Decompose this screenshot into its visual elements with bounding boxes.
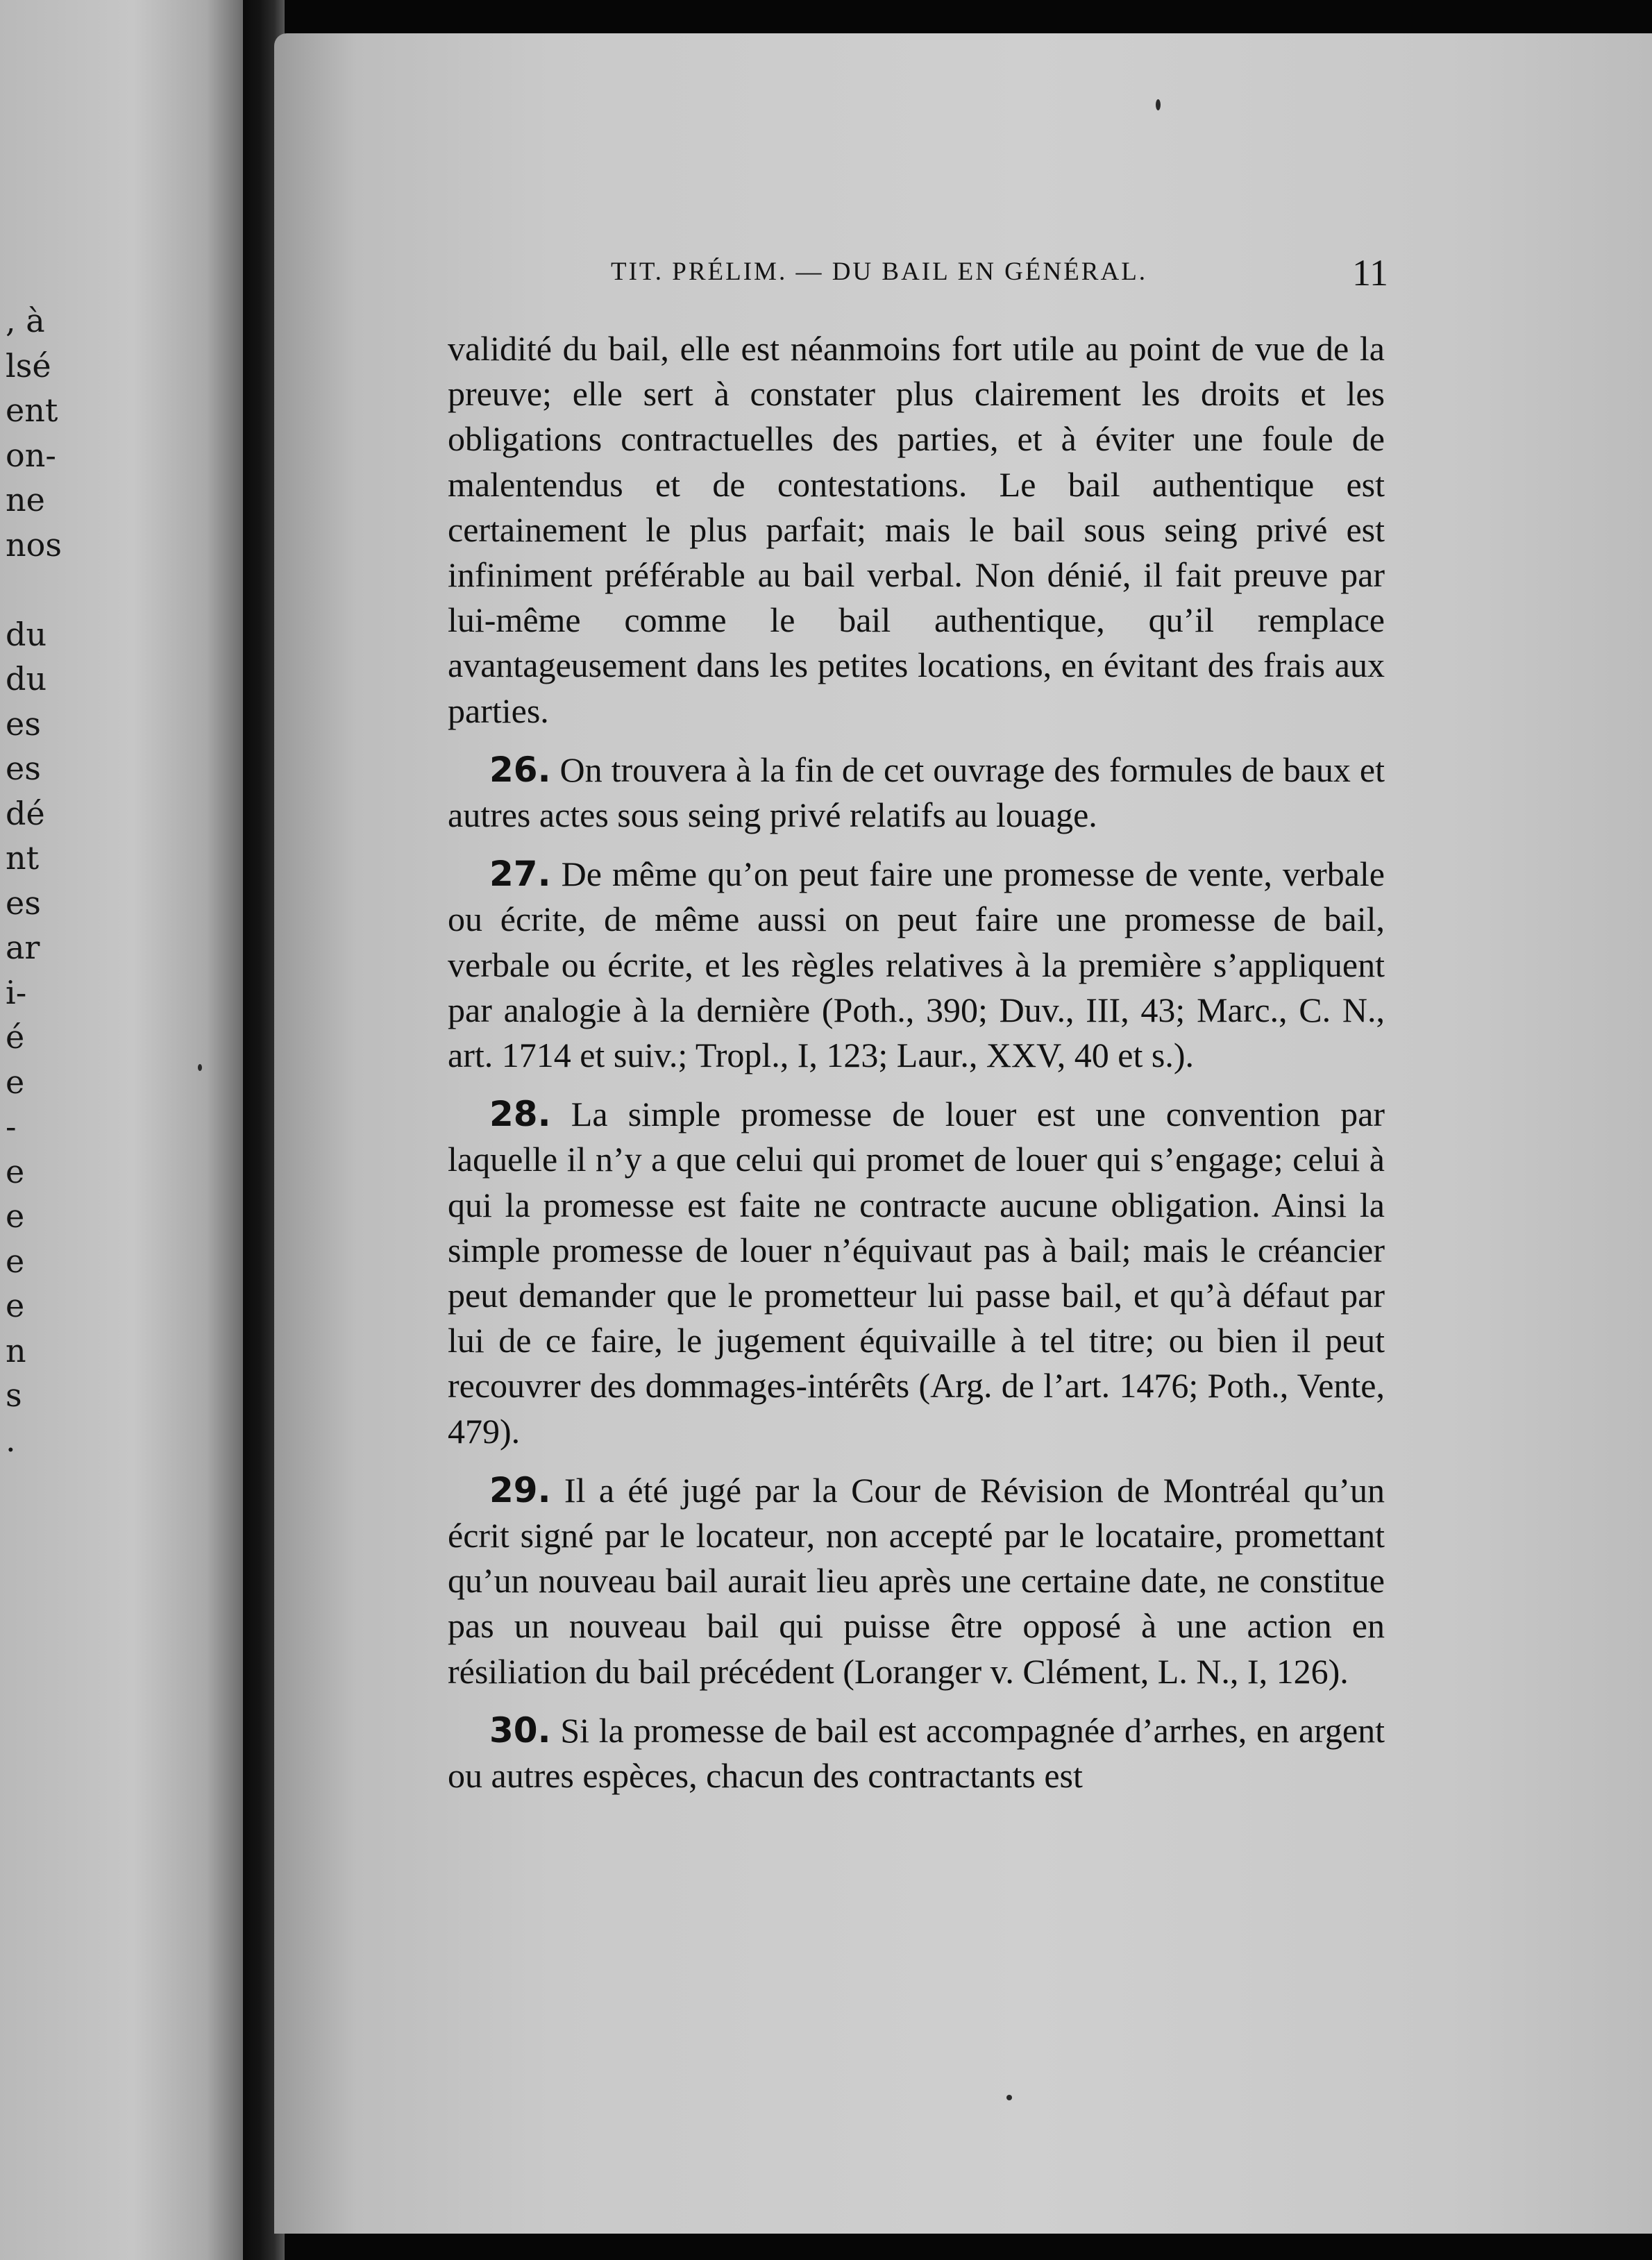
body-text	[448, 326, 1385, 1812]
scan-speck	[198, 1064, 202, 1071]
numbered-paragraph	[448, 852, 1385, 1078]
previous-page-fragment: ar	[6, 929, 40, 966]
previous-page-fragment: ne	[6, 481, 45, 518]
continued-paragraph	[448, 326, 1385, 734]
running-head	[611, 251, 1388, 300]
paragraph-text: Il a été jugé par la Cour de Révision de Montréal qu’un écrit signé par le locateur, non accepté par le locataire, promettant qu’un nouveau bail aurait lieu après une certaine date, ne constitue pas un nouveau bail qui puisse être opposé à une action en résiliation du bail précédent (Loranger v. Clément, L. N., I, 126).	[448, 1470, 1385, 1691]
paragraph-number: 29.	[489, 1469, 551, 1510]
page-number: 11	[1352, 252, 1388, 294]
previous-page-fragment: du	[6, 615, 47, 653]
paragraph-text: De même qu’on peut faire une promesse de vente, verbale ou écrite, de même aussi on peut faire une promesse de bail, verbale ou écrite, et les règles relatives à la première s’appliquent par analogie à la dernière (Poth., 390; Duv., III, 43; Marc., C. N., art. 1714 et suiv.; Tropl., I, 123; Laur., XXV, 40 et s.).	[448, 854, 1385, 1075]
previous-page-fragment: s	[6, 1376, 22, 1414]
previous-page-fragment: é	[6, 1018, 25, 1056]
running-title: TIT. PRÉLIM. — DU BAIL EN GÉNÉRAL.	[611, 258, 1148, 286]
previous-page-edge	[0, 0, 243, 2260]
previous-page-text-fragments	[6, 298, 61, 1462]
previous-page-fragment: -	[6, 1108, 17, 1145]
numbered-paragraph	[448, 748, 1385, 838]
scan-speck	[1006, 2095, 1012, 2100]
previous-page-fragment: lsé	[6, 346, 51, 385]
paragraph-text: validité du bail, elle est néanmoins fort utile au point de vue de la preuve; elle sert à constater plus clairement les droits et les obligations contractuelles des parties, et à éviter une foule de malentendus et de contestations. Le bail authentique est certainement le plus parfait; mais le bail sous seing privé est infiniment préférable au bail verbal. Non dénié, il fait preuve par lui-même comme le bail authentique, qu’il remplace avantageusement dans les petites locations, en évitant des frais aux parties.	[448, 329, 1385, 730]
previous-page-fragment: on-	[6, 436, 56, 474]
paragraph-number: 26.	[489, 749, 551, 790]
previous-page-fragment: i-	[6, 973, 27, 1011]
previous-page-fragment: e	[6, 1063, 25, 1101]
previous-page-fragment	[6, 567, 61, 612]
previous-page-fragment: du	[6, 660, 47, 698]
previous-page-fragment: ent	[6, 391, 58, 429]
paragraph-text: La simple promesse de louer est une convention par laquelle il n’y a que celui qui promet de louer qui s’engage; celui à qui la promesse est faite ne contracte aucune obligation. Ainsi la simple promesse de louer n’équivaut pas à bail; mais le créancier peut demander que le prometteur lui passe bail, et qu’à défaut par lui de ce faire, le jugement équivaille à tel titre; ou bien il peut recouvrer des dommages-intérêts (Arg. de l’art. 1476; Poth., Vente, 479).	[448, 1095, 1385, 1451]
scan-speck	[1156, 99, 1161, 110]
numbered-paragraph	[448, 1092, 1385, 1454]
previous-page-fragment: es	[6, 750, 41, 787]
previous-page-fragment: e	[6, 1152, 25, 1190]
paragraph-text: Si la promesse de bail est accompagnée d’arrhes, en argent ou autres espèces, chacun des contractants est	[448, 1710, 1385, 1796]
previous-page-fragment: n	[6, 1331, 26, 1369]
previous-page-fragment: nos	[6, 525, 62, 564]
previous-page-fragment: nt	[6, 839, 40, 877]
numbered-paragraph	[448, 1708, 1385, 1798]
previous-page-fragment: e	[6, 1287, 25, 1324]
previous-page-fragment: .	[6, 1421, 16, 1459]
numbered-paragraph	[448, 1468, 1385, 1694]
paragraph-number: 28.	[489, 1094, 551, 1135]
previous-page-fragment: es	[6, 884, 41, 922]
previous-page-fragment: es	[6, 705, 41, 743]
previous-page-fragment: e	[6, 1197, 25, 1235]
paragraph-number: 30.	[489, 1710, 551, 1751]
previous-page-fragment: , à	[6, 302, 45, 339]
paragraph-number: 27.	[489, 854, 551, 895]
previous-page-fragment: e	[6, 1242, 25, 1280]
paragraph-text: On trouvera à la fin de cet ouvrage des formules de baux et autres actes sous seing privé relatifs au louage.	[448, 750, 1385, 835]
previous-page-fragment: dé	[6, 794, 45, 832]
